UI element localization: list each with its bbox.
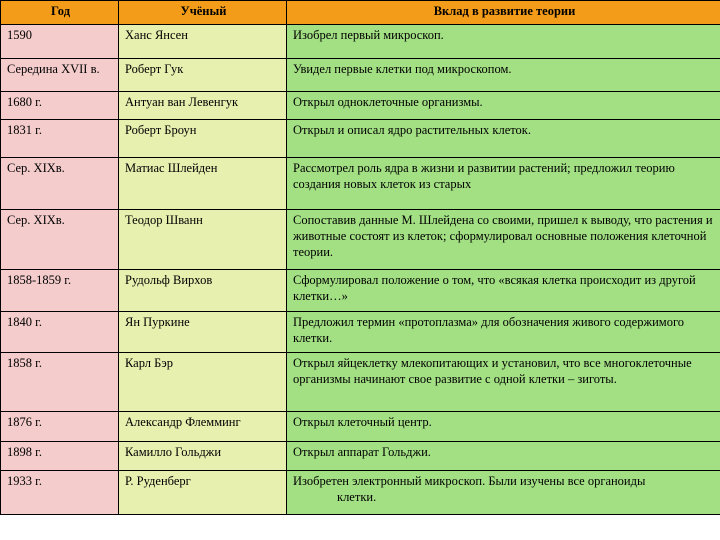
table-row xyxy=(1,312,720,353)
header-year: Год xyxy=(1,1,119,25)
year-cell: 1933 г. xyxy=(1,471,119,515)
contribution-cell: Сформулировал положение о том, что «всякая клетка происходит из другой клетки…» xyxy=(287,270,720,312)
year-cell: Сер. XIXв. xyxy=(1,210,119,270)
contribution-cell: Увидел первые клетки под микроскопом. xyxy=(287,59,720,92)
year-cell: 1590 xyxy=(1,25,119,59)
scientist-cell: Ян Пуркине xyxy=(119,312,287,353)
year-cell: 1840 г. xyxy=(1,312,119,353)
table-row xyxy=(1,353,720,412)
contribution-cell: Сопоставив данные М. Шлейдена со своими, пришел к выводу, что растения и животные состоят из клеток; сформулировал основные положения клеточной теории. xyxy=(287,210,720,270)
year-cell: 1831 г. xyxy=(1,120,119,158)
year-cell: Середина XVII в. xyxy=(1,59,119,92)
contribution-line: клетки. xyxy=(337,490,377,504)
table-row xyxy=(1,25,720,59)
table-row xyxy=(1,92,720,120)
scientist-cell: Александр Флемминг xyxy=(119,412,287,442)
table-row xyxy=(1,412,720,442)
table-row xyxy=(1,59,720,92)
table-row xyxy=(1,210,720,270)
year-cell: 1858 г. xyxy=(1,353,119,412)
scientist-cell: Роберт Гук xyxy=(119,59,287,92)
table-row xyxy=(1,120,720,158)
header-row xyxy=(1,1,720,25)
contribution-cell: Открыл клеточный центр. xyxy=(287,412,720,442)
year-cell: 1876 г. xyxy=(1,412,119,442)
table-row xyxy=(1,158,720,210)
scientist-cell: Ханс Янсен xyxy=(119,25,287,59)
scientist-cell: Камилло Гольджи xyxy=(119,442,287,471)
scientist-cell: Рудольф Вирхов xyxy=(119,270,287,312)
year-cell: 1858-1859 г. xyxy=(1,270,119,312)
contribution-cell: Открыл и описал ядро растительных клеток. xyxy=(287,120,720,158)
scientist-cell: Роберт Броун xyxy=(119,120,287,158)
contribution-line: Изобретен электронный микроскоп. Были изучены все органоиды xyxy=(293,474,646,488)
header-scientist: Учёный xyxy=(119,1,287,25)
scientist-cell: Теодор Шванн xyxy=(119,210,287,270)
table-row xyxy=(1,270,720,312)
year-cell: 1680 г. xyxy=(1,92,119,120)
contribution-cell: Открыл яйцеклетку млекопитающих и установил, что все многоклеточные организмы начинают свое развитие с одной клетки – зиготы. xyxy=(287,353,720,412)
scientist-cell: Р. Руденберг xyxy=(119,471,287,515)
scientist-cell: Антуан ван Левенгук xyxy=(119,92,287,120)
year-cell: Сер. XIXв. xyxy=(1,158,119,210)
table-row xyxy=(1,442,720,471)
contribution-cell: Изобрел первый микроскоп. xyxy=(287,25,720,59)
scientist-cell: Матиас Шлейден xyxy=(119,158,287,210)
contribution-cell xyxy=(287,471,720,515)
contribution-cell: Рассмотрел роль ядра в жизни и развитии растений; предложил теорию создания новых клеток из старых xyxy=(287,158,720,210)
contribution-cell: Открыл аппарат Гольджи. xyxy=(287,442,720,471)
year-cell: 1898 г. xyxy=(1,442,119,471)
table-row xyxy=(1,471,720,515)
header-contribution: Вклад в развитие теории xyxy=(287,1,720,25)
contribution-cell: Предложил термин «протоплазма» для обозначения живого содержимого клетки. xyxy=(287,312,720,353)
contribution-cell: Открыл одноклеточные организмы. xyxy=(287,92,720,120)
scientist-cell: Карл Бэр xyxy=(119,353,287,412)
